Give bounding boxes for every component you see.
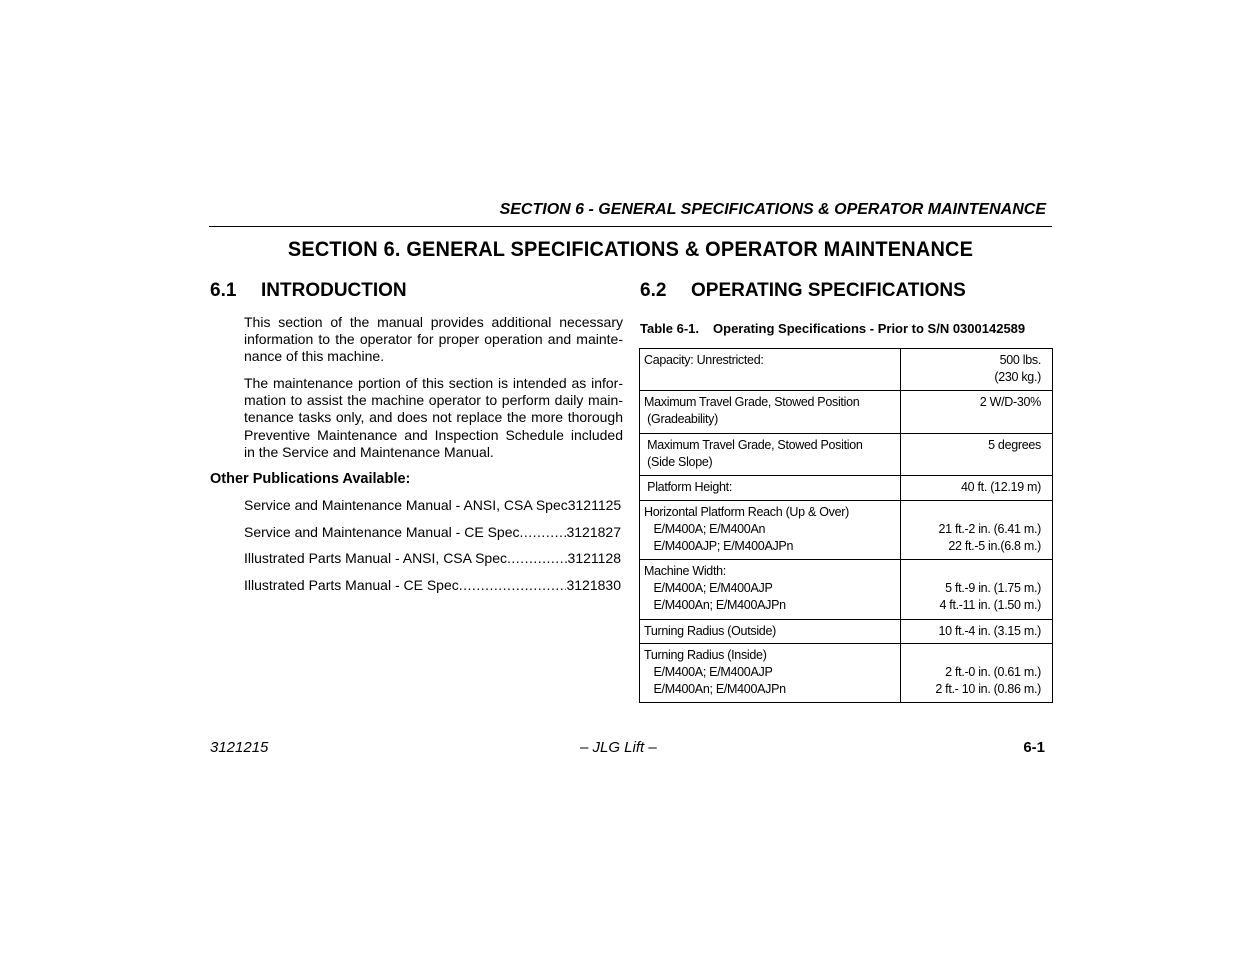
- publication-item: [244, 497, 621, 513]
- table-caption-label: Table 6-1.: [640, 321, 700, 336]
- publication-item: [244, 524, 621, 540]
- table-row: [640, 501, 1053, 560]
- text-line: in the Service and Maintenance Manual.: [244, 443, 494, 460]
- footer-page-number: 6-1: [1023, 739, 1045, 756]
- spec-value: 10 ft.-4 in. (3.15 m.): [938, 624, 1041, 638]
- spec-value: 21 ft.-2 in. (6.41 m.): [938, 522, 1041, 536]
- spec-label: Horizontal Platform Reach (Up & Over): [644, 505, 849, 519]
- spec-label: E/M400A; E/M400AJP: [644, 581, 773, 595]
- table-row: [640, 560, 1053, 620]
- spec-value: 5 ft.-9 in. (1.75 m.): [945, 581, 1041, 595]
- spec-label-cell: [640, 501, 901, 560]
- spec-value: 5 degrees: [988, 438, 1041, 452]
- intro-title: INTRODUCTION: [261, 280, 407, 301]
- spec-value-cell: [901, 644, 1053, 703]
- spec-label: Maximum Travel Grade, Stowed Position: [644, 395, 860, 409]
- spec-value: [905, 647, 1041, 664]
- spec-value-cell: [901, 391, 1053, 434]
- text-line: tenance tasks only, and does not replace the more thorough: [244, 409, 623, 426]
- table-row: [640, 620, 1053, 644]
- publication-number: 3121830: [566, 577, 621, 593]
- table-row: [640, 644, 1053, 703]
- spec-value-cell: [901, 349, 1053, 391]
- dot-leader: [459, 577, 567, 593]
- publication-title: Illustrated Parts Manual - CE Spec: [244, 577, 459, 593]
- spec-label: (Gradeability): [644, 412, 718, 426]
- spec-label-cell: [640, 391, 901, 434]
- dot-leader: [507, 550, 568, 566]
- operating-specifications-table: [639, 348, 1053, 703]
- spec-label: E/M400A; E/M400An: [644, 522, 766, 536]
- spec-label: E/M400AJP; E/M400AJPn: [644, 539, 794, 553]
- publication-title: Service and Maintenance Manual - ANSI, CSA Spec: [244, 497, 568, 513]
- spec-value: 2 ft.- 10 in. (0.86 m.): [935, 682, 1041, 696]
- spec-label: Platform Height:: [644, 480, 732, 494]
- spec-label: Machine Width:: [644, 564, 726, 578]
- table-row: [640, 434, 1053, 476]
- spec-value: [905, 563, 1041, 580]
- spec-label-cell: [640, 560, 901, 620]
- section-title: SECTION 6. GENERAL SPECIFICATIONS & OPERATOR MAINTENANCE: [287, 238, 974, 261]
- operating-number: 6.2: [640, 280, 667, 301]
- spec-value-cell: [901, 476, 1053, 501]
- text-line: Preventive Maintenance and Inspection Schedule included: [244, 426, 623, 443]
- publication-number: 3121125: [567, 497, 622, 513]
- spec-value-cell: [901, 501, 1053, 560]
- header-rule: [209, 226, 1052, 227]
- intro-number: 6.1: [210, 280, 237, 301]
- spec-value: (230 kg.): [994, 370, 1041, 384]
- spec-label-cell: [640, 644, 901, 703]
- text-line: The maintenance portion of this section is intended as infor-: [244, 375, 623, 391]
- spec-label-cell: [640, 476, 901, 501]
- spec-label: E/M400An; E/M400AJPn: [644, 598, 786, 612]
- publication-number: 3121827: [566, 524, 621, 540]
- intro-paragraph-2: [244, 375, 623, 461]
- spec-value: 40 ft. (12.19 m): [961, 480, 1041, 494]
- spec-label: Capacity: Unrestricted:: [644, 353, 764, 367]
- operating-title: OPERATING SPECIFICATIONS: [691, 280, 966, 301]
- spec-value: 2 ft.-0 in. (0.61 m.): [945, 665, 1041, 679]
- spec-value-cell: [901, 560, 1053, 620]
- publication-number: 3121128: [567, 550, 621, 566]
- spec-value: 4 ft.-11 in. (1.50 m.): [939, 598, 1041, 612]
- intro-heading: [210, 280, 407, 302]
- publication-item: [244, 550, 621, 566]
- spec-value: 500 lbs.: [999, 353, 1041, 367]
- table-row: [640, 349, 1053, 391]
- table-row: [640, 391, 1053, 434]
- publication-item: [244, 577, 621, 593]
- spec-label: Turning Radius (Inside): [644, 648, 767, 662]
- operating-heading: [640, 280, 966, 302]
- text-line: information to the operator for proper operation and mainte-: [244, 331, 623, 348]
- footer-document-number: 3121215: [210, 739, 269, 756]
- spec-value: [905, 504, 1041, 521]
- spec-value-cell: [901, 434, 1053, 476]
- spec-label-cell: [640, 620, 901, 644]
- text-line: nance of this machine.: [244, 348, 385, 365]
- dot-leader: [519, 524, 566, 540]
- table-caption-title: Operating Specifications - Prior to S/N 0300142589: [713, 321, 1026, 336]
- intro-paragraph-1: [244, 314, 623, 366]
- spec-value: 2 W/D-30%: [979, 395, 1041, 409]
- other-publications-heading: Other Publications Available:: [210, 471, 411, 487]
- spec-label-cell: [640, 349, 901, 391]
- spec-value-cell: [901, 620, 1053, 644]
- spec-label: E/M400A; E/M400AJP: [644, 665, 773, 679]
- text-line: This section of the manual provides additional necessary: [244, 314, 623, 330]
- footer-publisher: – JLG Lift –: [580, 739, 657, 756]
- text-line: mation to assist the machine operator to perform daily main-: [244, 392, 623, 409]
- spec-label: (Side Slope): [644, 455, 713, 469]
- spec-label: Turning Radius (Outside): [644, 624, 776, 638]
- running-header: SECTION 6 - GENERAL SPECIFICATIONS & OPERATOR MAINTENANCE: [499, 201, 1046, 218]
- table-caption: [640, 321, 1025, 336]
- spec-label: Maximum Travel Grade, Stowed Position: [644, 438, 863, 452]
- publication-title: Service and Maintenance Manual - CE Spec: [244, 524, 520, 540]
- publication-title: Illustrated Parts Manual - ANSI, CSA Spec: [244, 550, 508, 566]
- spec-label-cell: [640, 434, 901, 476]
- spec-value: 22 ft.-5 in.(6.8 m.): [948, 539, 1041, 553]
- spec-label: E/M400An; E/M400AJPn: [644, 682, 786, 696]
- table-row: [640, 476, 1053, 501]
